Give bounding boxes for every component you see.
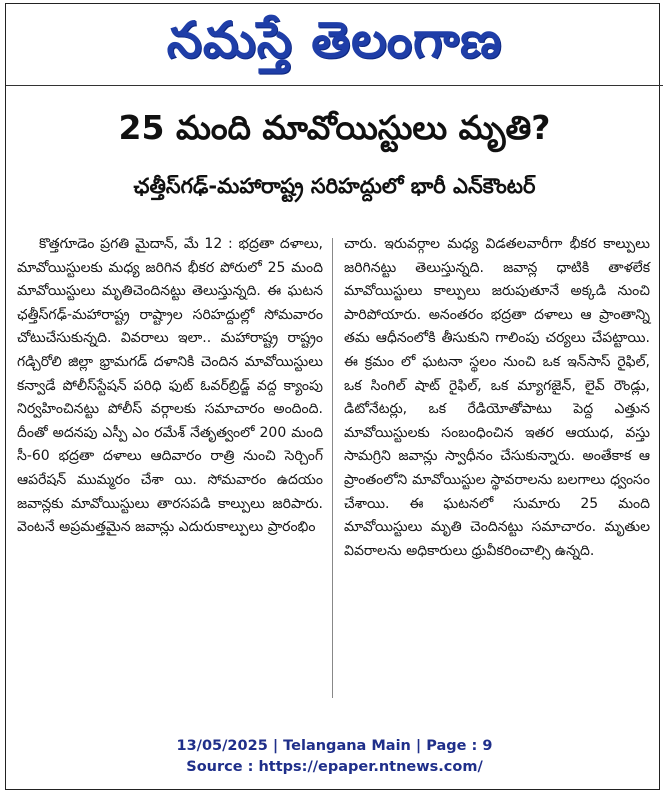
newspaper-masthead: నమస్తే తెలంగాణ — [166, 11, 503, 69]
source-link[interactable]: Source : https://epaper.ntnews.com/ — [186, 759, 483, 775]
article-column-right — [344, 233, 650, 563]
article-column-left — [17, 233, 323, 540]
column-divider — [332, 238, 333, 698]
masthead-rule — [6, 85, 663, 86]
subheadline: ఛత్తీస్‌గఢ్-మహారాష్ట్ర సరిహద్దులో భారీ ఎన్‌కౌంటర్ — [133, 174, 536, 198]
article-text-left: కొత్తగూడెం ప్రగతి మైదాన్, మే 12 : భద్రతా దళాలు, మావోయిస్టులకు మధ్య జరిగిన భీకర పోరులో 25 మంది మావోయిస్టులు మృతిచెందినట్టు తెలుస్తున్నది. ఈ ఘటన ఛత్తీస్‌గఢ్-మహారాష్ట్ర రాష్ట్రాల సరిహద్దుల్లో సోమవారం చోటుచేసుకున్నది. వివరాలు ఇలా.. మహారాష్ట్ర రాష్ట్రం గడ్చిరోలి జిల్లా భ్రామగడ్ దళానికి చెందిన మావోయిస్టులు కన్వాడే పోలీస్‌స్టేషన్ పరిధి ఫుట్ ఓవర్‌బ్రిడ్జ్ వద్ద క్యాంపు నిర్వహించినట్టు పోలీస్ వర్గాలకు సమాచారం అందింది. దీంతో అదనపు ఎస్పీ ఎం రమేశ్ నేతృత్వంలో 200 మంది సీ-60 భద్రతా దళాలు ఆదివారం రాత్రి నుంచి సెర్చింగ్ ఆపరేషన్ ముమ్మరం చేశా యి. సోమవారం ఉదయం జవాన్లకు మావోయిస్టులు తారసపడి కాల్పులు జరిపారు. వెంటనే అప్రమత్తమైన జవాన్లు ఎదురుకాల్పులు ప్రారంభిం — [17, 236, 323, 536]
headline: 25 మంది మావోయిస్టులు మృతి? — [118, 108, 551, 147]
article-text-right: చారు. ఇరువర్గాల మధ్య విడతలవారీగా భీకర కాల్పులు జరిగినట్టు తెలుస్తున్నది. జవాన్ల ధాటికి తాళలేక మావోయిస్టులు కాల్పులు జరుపుతూనే అక్కడి నుంచి పారిపోయారు. అనంతరం భద్రతా దళాలు ఆ ప్రాంతాన్ని తమ ఆధీనంలోకి తీసుకుని గాలింపు చర్యలు చేపట్టాయి. ఈ క్రమం లో ఘటనా స్థలం నుంచి ఒక ఇన్‌సాస్ రైఫిల్, ఒక సింగిల్ షాట్ రైఫిల్, ఒక మ్యాగజైన్, లైవ్ రౌండ్లు, డిటోనేటర్లు, ఒక రేడియోతోపాటు పెద్ద ఎత్తున మావోయిస్టులకు సంబంధించిన ఇతర ఆయుధ, వస్తు సామగ్రిని జవాన్లు స్వాధీనం చేసుకున్నారు. అంతేకాక ఆ ప్రాంతంలోని మావోయిస్టుల స్థావరాలను బలగాలు ధ్వంసం చేశాయి. ఈ ఘటనలో సుమారు 25 మంది మావోయిస్టులు మృతి చెందినట్టు సమాచారం. మృతుల వివరాలను అధికారులు ధ్రువీకరించాల్సి ఉన్నది. — [344, 236, 650, 559]
edition-info: 13/05/2025 | Telangana Main | Page : 9 — [176, 738, 493, 754]
